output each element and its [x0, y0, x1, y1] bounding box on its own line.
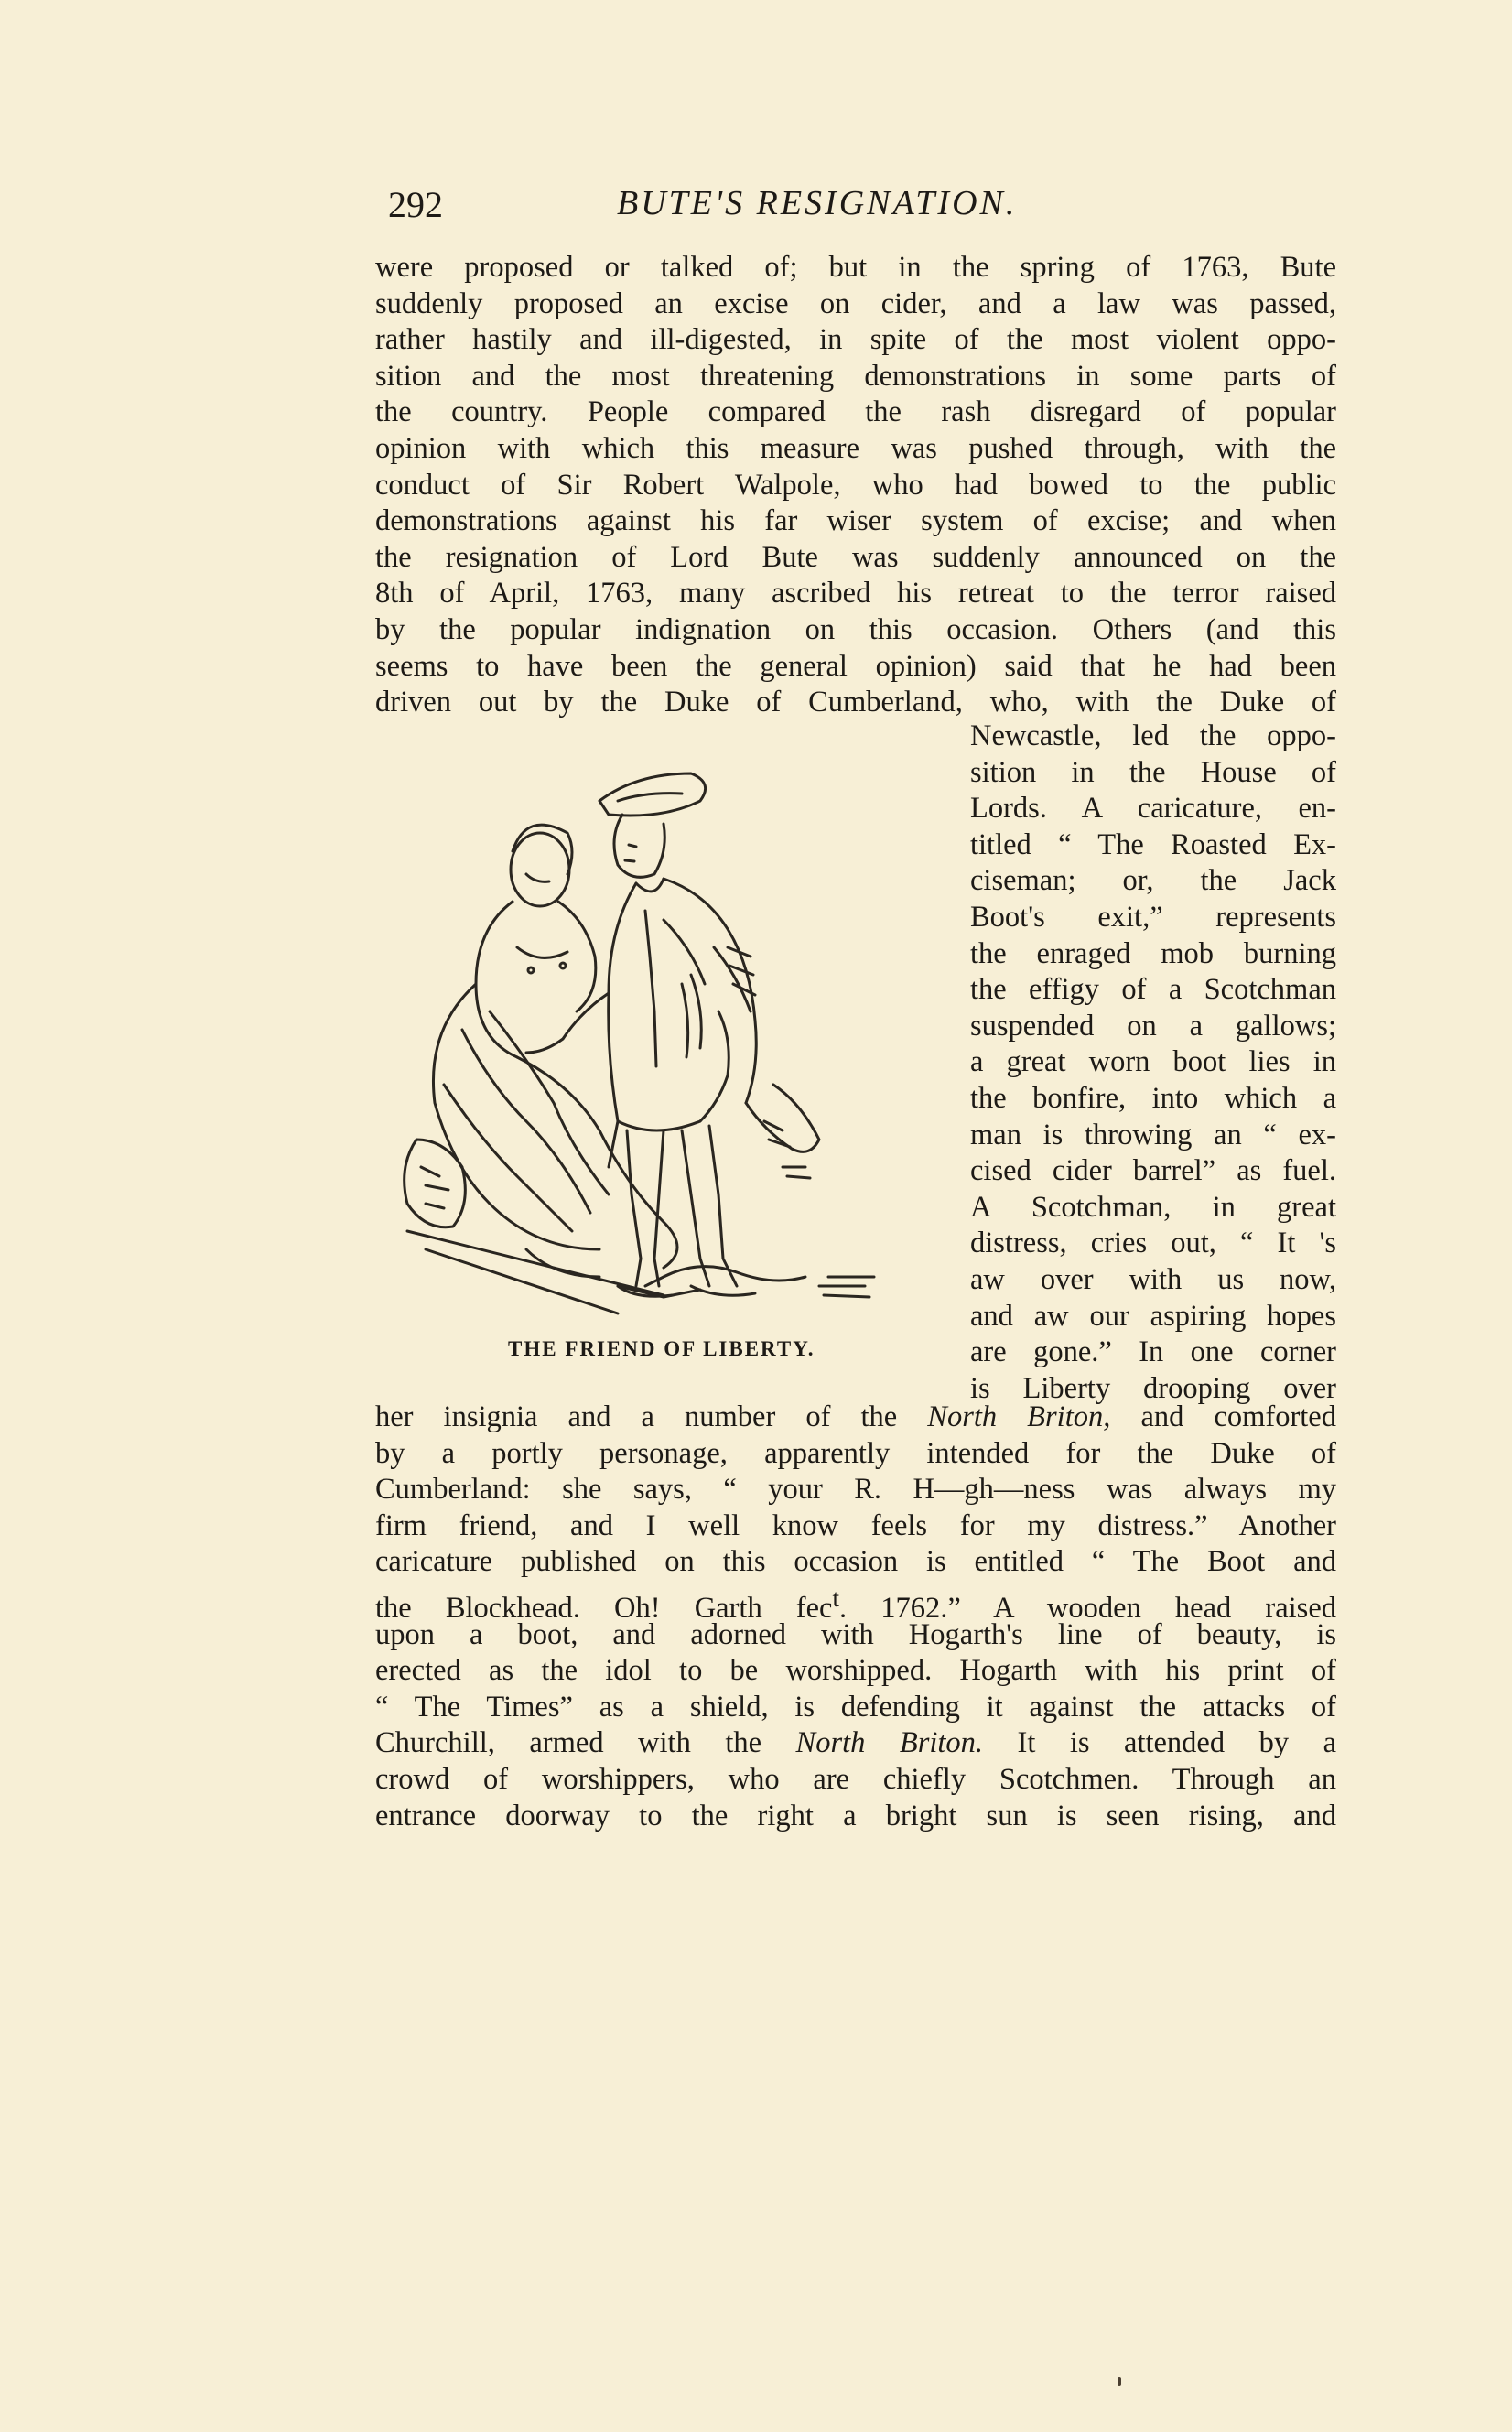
text-line: distress, cries out, “ It 's [970, 1227, 1336, 1260]
text-line: cised cider barrel” as fuel. [970, 1154, 1336, 1188]
text-line: were proposed or talked of; but in the spring of 1763, Bute [375, 251, 1336, 284]
text-line: man is throwing an “ ex- [970, 1118, 1336, 1151]
text-line: demonstrations against his far wiser system of excise; and when [375, 504, 1336, 538]
text-line: sition and the most threatening demonstrations in some parts of [375, 359, 1336, 393]
text-line: seems to have been the general opinion) said that he had been [375, 649, 1336, 683]
text-line: titled “ The Roasted Ex- [970, 827, 1336, 861]
wrapped-text-column [970, 719, 1336, 1407]
text-line [375, 1725, 1336, 1762]
text-line: the country. People compared the rash disregard of popular [375, 395, 1336, 429]
paragraph-bottom [375, 1400, 1336, 1834]
superscript: t [832, 1584, 840, 1612]
text-line: by the popular indignation on this occasion. Others (and this [375, 612, 1336, 646]
text-line: suspended on a gallows; [970, 1009, 1336, 1043]
engraving-drawing [389, 737, 938, 1323]
text-line: rather hastily and ill-digested, in spite of the most violent oppo- [375, 323, 1336, 357]
text-line: caricature published on this occasion is entitled “ The Boot and [375, 1545, 1336, 1579]
text-line: ciseman; or, the Jack [970, 864, 1336, 898]
text-run: It is attended by a [983, 1726, 1336, 1760]
text-line: is Liberty drooping over [970, 1371, 1336, 1405]
italic-title: North Briton, [927, 1400, 1111, 1433]
text-line: driven out by the Duke of Cumberland, who, with the Duke of [375, 686, 1336, 719]
text-line: upon a boot, and adorned with Hogarth's line of beauty, is [375, 1617, 1336, 1651]
paragraph-top [375, 250, 1336, 721]
text-line: the effigy of a Scotchman [970, 973, 1336, 1007]
text-line: the enraged mob burning [970, 936, 1336, 970]
text-line: aw over with us now, [970, 1262, 1336, 1296]
text-line [375, 1581, 1336, 1617]
text-line: the resignation of Lord Bute was suddenly announced on the [375, 540, 1336, 574]
text-line: and aw our aspiring hopes [970, 1299, 1336, 1333]
page-number: 292 [388, 184, 443, 225]
text-line: 8th of April, 1763, many ascribed his retreat to the terror raised [375, 577, 1336, 611]
text-run: and comforted [1110, 1400, 1336, 1433]
text-line: Cumberland: she says, “ your R. H—gh—ness was always my [375, 1473, 1336, 1507]
text-line: Boot's exit,” represents [970, 900, 1336, 934]
text-line: entrance doorway to the right a bright sun is seen rising, and [375, 1799, 1336, 1832]
text-line: sition in the House of [970, 755, 1336, 789]
text-run: her insignia and a number of the [375, 1400, 928, 1433]
text-run: the Blockhead. Oh! Garth fec [375, 1591, 833, 1617]
text-run: Churchill, armed with the [375, 1726, 796, 1760]
text-line: are gone.” In one corner [970, 1335, 1336, 1369]
engraving-illustration [389, 737, 938, 1323]
text-line: “ The Times” as a shield, is defending it against the attacks of [375, 1690, 1336, 1724]
text-line: erected as the idol to be worshipped. Hogarth with his print of [375, 1654, 1336, 1688]
text-line: conduct of Sir Robert Walpole, who had bowed to the public [375, 468, 1336, 502]
running-head: BUTE'S RESIGNATION. [617, 184, 1018, 222]
text-line: opinion with which this measure was pushed through, with the [375, 431, 1336, 465]
text-run: . 1762.” A wooden head raised [839, 1591, 1336, 1617]
figure-caption: THE FRIEND OF LIBERTY. [508, 1337, 815, 1360]
text-line: Lords. A caricature, en- [970, 792, 1336, 826]
text-line: Newcastle, led the oppo- [970, 719, 1336, 752]
italic-title: North Briton. [795, 1726, 984, 1760]
text-line [375, 1400, 1336, 1436]
text-line: suddenly proposed an excise on cider, and a law was passed, [375, 286, 1336, 320]
page-header [388, 183, 1336, 229]
text-line: firm friend, and I well know feels for my distress.” Another [375, 1508, 1336, 1542]
text-line: A Scotchman, in great [970, 1190, 1336, 1224]
text-line: crowd of worshippers, who are chiefly Scotchmen. Through an [375, 1762, 1336, 1796]
text-line: a great worn boot lies in [970, 1045, 1336, 1079]
ink-speck [1118, 2377, 1121, 2386]
text-line: by a portly personage, apparently intended for the Duke of [375, 1436, 1336, 1470]
text-line: the bonfire, into which a [970, 1081, 1336, 1115]
